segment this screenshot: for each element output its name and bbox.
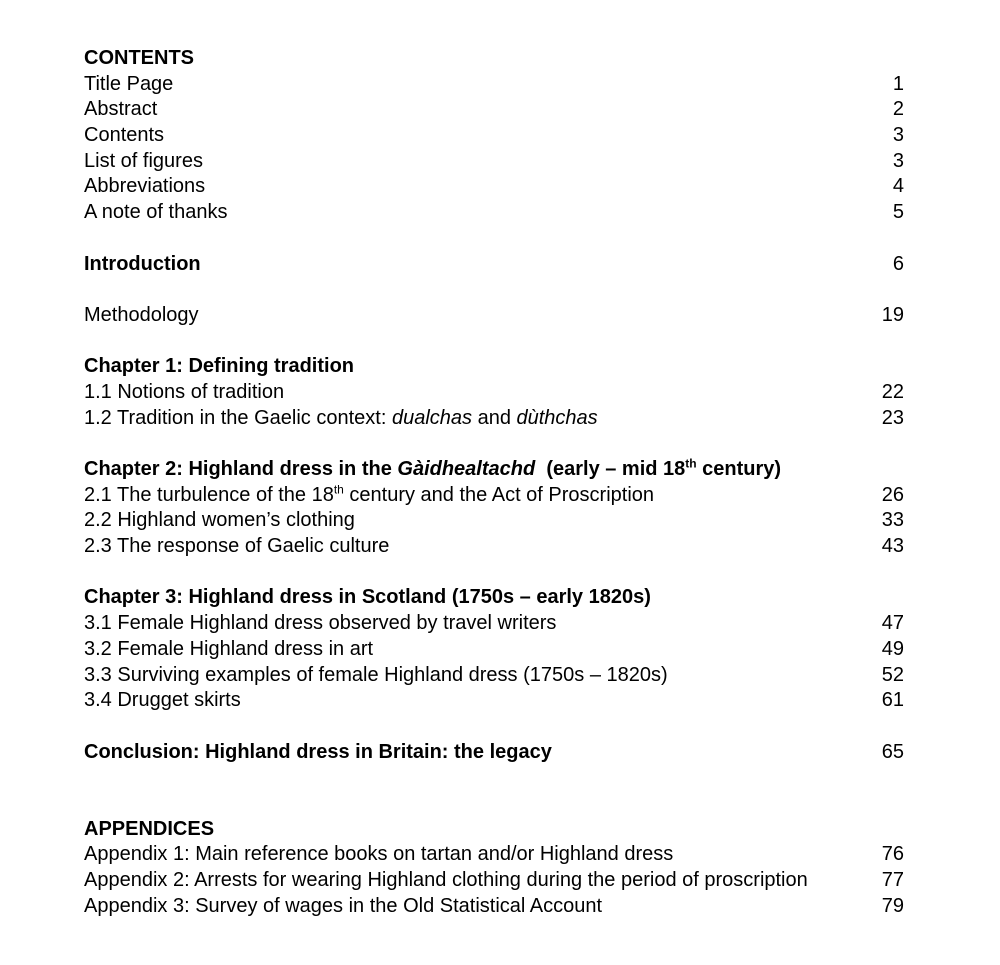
spacer xyxy=(84,277,904,303)
toc-label: List of figures xyxy=(84,149,203,172)
toc-page-number: 22 xyxy=(881,380,904,403)
toc-page-number: 79 xyxy=(881,894,904,917)
spacer xyxy=(84,765,904,816)
toc-page-number: 43 xyxy=(881,535,904,558)
toc-page-number: 65 xyxy=(881,740,904,763)
toc-page-number: 47 xyxy=(881,612,904,635)
appendices-heading: APPENDICES xyxy=(84,817,215,840)
toc-entry-3-1 xyxy=(84,611,904,637)
toc-entry-note-of-thanks xyxy=(84,200,904,226)
toc-page-number: 4 xyxy=(892,175,904,198)
toc-entry-3-4 xyxy=(84,688,904,714)
toc-entry-appendix-2 xyxy=(84,868,904,894)
spacer xyxy=(84,329,904,355)
toc-entry-1-2 xyxy=(84,406,904,432)
toc-page-number: 19 xyxy=(881,303,904,326)
toc-page-number: 2 xyxy=(892,98,904,121)
toc-entry-methodology xyxy=(84,303,904,329)
contents-heading: CONTENTS xyxy=(84,47,194,69)
toc-label: 1.2 Tradition in the Gaelic context: dualchas and dùthchas xyxy=(84,406,598,429)
toc-page-number: 61 xyxy=(881,689,904,712)
spacer xyxy=(84,714,904,740)
toc-entry-conclusion xyxy=(84,740,904,766)
toc-page-number: 49 xyxy=(881,637,904,660)
toc-page-number: 23 xyxy=(881,406,904,429)
toc-page-number: 5 xyxy=(892,201,904,224)
toc-label: 3.4 Drugget skirts xyxy=(84,689,241,712)
toc-label: 2.3 The response of Gaelic culture xyxy=(84,535,390,558)
toc-entry-3-3 xyxy=(84,663,904,689)
toc-label: Conclusion: Highland dress in Britain: the legacy xyxy=(84,740,552,763)
toc-entry-1-1 xyxy=(84,380,904,406)
toc-label: 2.2 Highland women’s clothing xyxy=(84,509,355,532)
toc-label: 2.1 The turbulence of the 18th century and the Act of Proscription xyxy=(84,482,655,506)
toc-label: 1.1 Notions of tradition xyxy=(84,380,285,403)
toc-entry-2-3 xyxy=(84,534,904,560)
toc-label: Appendix 2: Arrests for wearing Highland clothing during the period of proscription xyxy=(84,869,808,892)
toc-label: Appendix 3: Survey of wages in the Old Statistical Account xyxy=(84,894,603,917)
toc-label: 3.1 Female Highland dress observed by travel writers xyxy=(84,612,557,635)
toc-entry-3-2 xyxy=(84,637,904,663)
toc-entry-appendix-1 xyxy=(84,842,904,868)
toc-entry-list-of-figures xyxy=(84,149,904,175)
toc-label: A note of thanks xyxy=(84,201,228,224)
toc-entry-abbreviations xyxy=(84,174,904,200)
chapter-3-title: Chapter 3: Highland dress in Scotland (1750s – early 1820s) xyxy=(84,586,651,609)
toc-label: Abstract xyxy=(84,98,158,121)
contents-page xyxy=(84,46,904,919)
spacer xyxy=(84,226,904,252)
chapter-2-title: Chapter 2: Highland dress in the Gàidhealtachd (early – mid 18th century) xyxy=(84,456,782,480)
toc-page-number: 3 xyxy=(892,124,904,147)
toc-label: Appendix 1: Main reference books on tartan and/or Highland dress xyxy=(84,843,674,866)
toc-label: Abbreviations xyxy=(84,175,206,198)
toc-label: Methodology xyxy=(84,303,199,326)
toc-label: 3.3 Surviving examples of female Highland dress (1750s – 1820s) xyxy=(84,663,668,686)
toc-page-number: 3 xyxy=(892,149,904,172)
toc-page-number: 52 xyxy=(881,663,904,686)
toc-entry-appendix-3 xyxy=(84,894,904,920)
toc-page-number: 33 xyxy=(881,509,904,532)
toc-page-number: 6 xyxy=(892,252,904,275)
toc-label: Contents xyxy=(84,124,165,147)
toc-page-number: 26 xyxy=(881,483,904,506)
chapter-1-title: Chapter 1: Defining tradition xyxy=(84,355,354,378)
toc-page-number: 1 xyxy=(892,72,904,95)
toc-label: 3.2 Female Highland dress in art xyxy=(84,637,374,660)
toc-entry-2-2 xyxy=(84,508,904,534)
toc-entry-title-page xyxy=(84,72,904,98)
toc-entry-contents xyxy=(84,123,904,149)
toc-page-number: 77 xyxy=(881,869,904,892)
toc-entry-2-1 xyxy=(84,483,904,509)
toc-label: Introduction xyxy=(84,252,201,275)
toc-label: Title Page xyxy=(84,72,174,95)
toc-entry-introduction xyxy=(84,252,904,278)
toc-entry-abstract xyxy=(84,97,904,123)
spacer xyxy=(84,431,904,457)
spacer xyxy=(84,560,904,586)
toc-page-number: 76 xyxy=(881,843,904,866)
